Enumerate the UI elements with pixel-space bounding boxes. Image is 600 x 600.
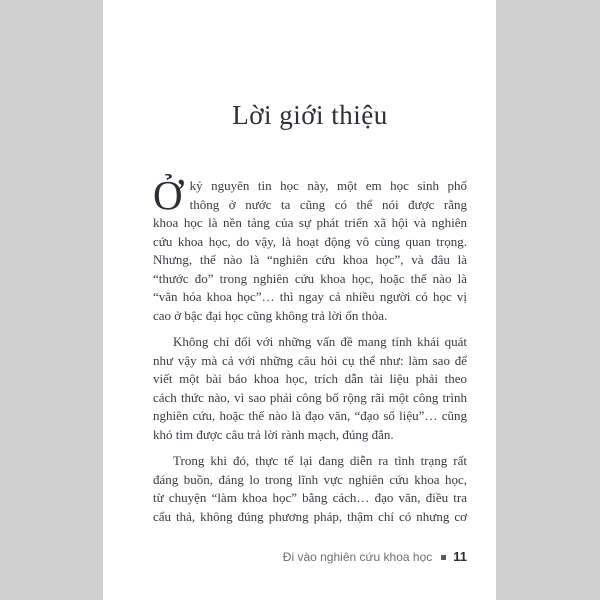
footer-running-title: Đi vào nghiên cứu khoa học — [282, 550, 433, 564]
running-footer — [153, 549, 467, 564]
text-line: thông ở nước ta cũng có thể nói được rằng — [189, 196, 467, 212]
paragraph-3 — [153, 452, 467, 526]
body-text — [153, 172, 467, 526]
text-line: từ chuyện “làm khoa học” bằng cách… đạo văn, điều tra — [153, 490, 467, 505]
text-line: cách thức nào, vì sao phải công bố rộng rãi một công trình — [153, 389, 467, 405]
text-line: Trong khi đó, thực tế lại đang diễn ra tình trạng rất — [173, 453, 467, 468]
book-page — [103, 0, 496, 600]
text-line: cao ở bậc đại học cũng không trả lời ổn thỏa. — [153, 307, 388, 323]
text-line: cẩu thả, không đúng phương pháp, thậm chí có nhưng cơ — [153, 508, 467, 524]
text-line: khó tìm được câu trả lời rành mạch, đúng đắn. — [153, 426, 394, 442]
text-line: “văn hóa khoa học”… thì ngay cả nhiều người có học vị — [153, 289, 467, 304]
text-column — [153, 0, 467, 526]
text-line: Không chỉ đối với những vấn đề mang tính khái quát — [173, 334, 467, 349]
page-number: 11 — [453, 549, 467, 564]
page-title: Lời giới thiệu — [232, 100, 388, 130]
text-line: viết một bài báo khoa học, trích dẫn tài liệu phải theo — [153, 371, 467, 386]
text-line: đáng buồn, đáng lo trong lĩnh vực nghiên cứu khoa học, — [153, 471, 467, 487]
text-line: Nhưng, thế nào là “nghiên cứu khoa học”, và đâu là — [153, 252, 467, 267]
text-line: kỷ nguyên tin học này, một em học sinh phổ — [189, 178, 467, 193]
paragraph-1 — [153, 172, 467, 325]
text-line: “thước đo” trong nghiên cứu khoa học, hoặc thế nào là — [153, 270, 467, 286]
square-bullet-icon — [441, 555, 446, 560]
text-line: cứu khoa học, do vậy, là hoạt động vô cùng quan trọng. — [153, 233, 467, 249]
text-line: như vậy mà cả với những câu hỏi cụ thể như: làm sao để — [153, 352, 467, 368]
paragraph-2 — [153, 333, 467, 444]
text-line: khoa học là nền tảng của sự phát triển xã hội và nghiên — [153, 215, 467, 230]
text-line: nghiên cứu, hoặc thế nào là đạo văn, “đạo số liệu”… cũng — [153, 408, 467, 423]
drop-cap: Ở — [153, 172, 183, 218]
